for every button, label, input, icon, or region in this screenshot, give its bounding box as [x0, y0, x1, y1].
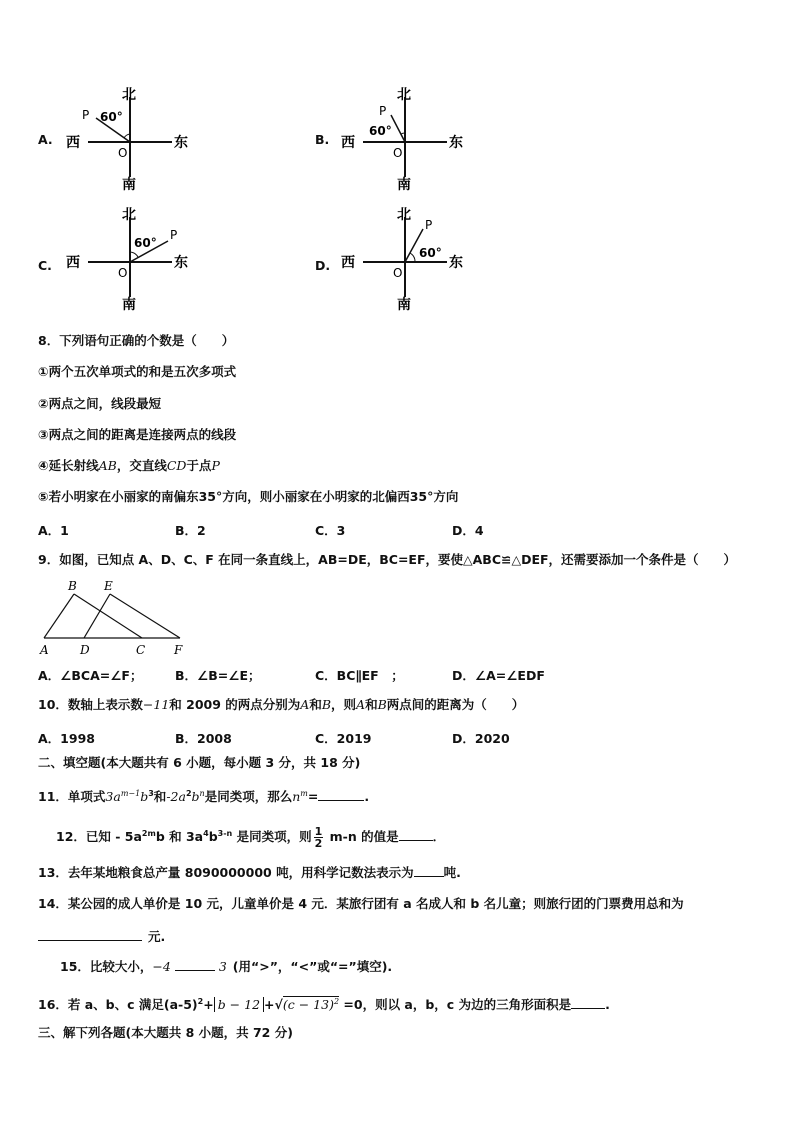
north-label: 北	[122, 87, 136, 103]
west-label: 西	[66, 135, 80, 151]
svg-text:东: 东	[174, 255, 188, 271]
q7-option-b-label: B.	[315, 132, 330, 147]
svg-text:P: P	[425, 218, 433, 232]
svg-text:60°: 60°	[134, 236, 157, 250]
svg-text:北: 北	[397, 87, 411, 103]
svg-text:西: 西	[66, 255, 80, 271]
svg-text:60°: 60°	[369, 124, 392, 138]
q9-option-a: A．∠BCA=∠F；	[38, 668, 143, 683]
q8-option-a: A．1	[38, 523, 69, 538]
q13-stem: 13．去年某地粮食总产量 8090000000 吨，用科学记数法表示为 吨.	[38, 865, 461, 880]
section-3-heading: 三、解下列各题(本大题共 8 小题，共 72 分)	[38, 1025, 293, 1040]
point-b-label: B	[68, 579, 77, 593]
absolute-value: b − 12	[214, 997, 264, 1012]
q15-answer-blank[interactable]	[175, 958, 215, 971]
square-root-symbol: √	[274, 997, 283, 1013]
q10-stem: 10．数轴上表示数−11和 2009 的两点分别为A和B，则A和B两点间的距离为（ ）	[38, 697, 525, 712]
q10-option-a: A．1998	[38, 731, 95, 746]
q8-stem: 8．下列语句正确的个数是（ ）	[38, 333, 235, 348]
q7-compass-b	[335, 85, 475, 199]
q8-option-c: C．3	[315, 523, 346, 538]
q14-answer-blank[interactable]	[38, 928, 142, 941]
east-label: 东	[174, 135, 188, 151]
q7-option-d-label: D.	[315, 258, 331, 273]
q10-option-d: D．2020	[452, 731, 510, 746]
section-2-heading: 二、填空题(本大题共有 6 小题，每小题 3 分，共 18 分)	[38, 755, 361, 770]
svg-text:南: 南	[122, 297, 136, 313]
q8-option-d: D．4	[452, 523, 484, 538]
q12-answer-blank[interactable]	[399, 828, 433, 841]
origin-label: O	[118, 146, 128, 160]
svg-text:P: P	[379, 104, 387, 118]
q9-triangle-figure	[38, 576, 198, 664]
q7-option-c-label: C.	[38, 258, 52, 273]
point-c-label: C	[136, 643, 146, 657]
q16-stem: 16．若 a、b、c 满足$(a-5)^2+ b - 12 +√(c - 13)^2 =0$，则以 a，b，c 为边的三角形面积是 .	[38, 997, 610, 1013]
one-half-fraction: $\frac{1}{2}$	[314, 825, 323, 851]
q13-answer-blank[interactable]	[414, 864, 444, 877]
q11-answer-blank[interactable]	[318, 788, 364, 801]
point-label: P	[82, 108, 90, 122]
q7-compass-c	[60, 205, 200, 319]
q14-stem-cont: 元.	[38, 928, 165, 945]
svg-text:南: 南	[397, 297, 411, 313]
q7-compass-a	[60, 85, 200, 199]
angle-label: 60°	[100, 110, 123, 124]
q15-stem: 15．比较大小，−4 3 (用“>”，“<”或“=”填空).	[60, 959, 393, 974]
svg-text:O: O	[393, 146, 403, 160]
point-f-label: F	[174, 643, 183, 657]
q10-option-c: C．2019	[315, 731, 372, 746]
svg-text:东: 东	[449, 255, 463, 271]
svg-text:西: 西	[341, 255, 355, 271]
radicand: $(c - 13)^2$	[282, 997, 340, 1013]
q8-statement-4: ④延长射线AB，交直线CD于点P	[38, 458, 220, 473]
q8-statement-2: ②两点之间，线段最短	[38, 396, 162, 411]
q9-option-d: D．∠A=∠EDF	[452, 668, 545, 683]
q16-answer-blank[interactable]	[571, 996, 605, 1009]
q7-compass-d	[335, 205, 475, 319]
q11-stem: 11．单项式$3a^{m-1}b^3$和$-2a^2b^n$是同类项，那么$n^m=$ .	[38, 789, 370, 805]
south-label: 南	[122, 177, 136, 193]
svg-text:西: 西	[341, 135, 355, 151]
svg-text:北: 北	[122, 207, 136, 223]
point-d-label: D	[80, 643, 90, 657]
q7-option-a-label: A.	[38, 132, 53, 147]
q14-stem: 14．某公园的成人单价是 10 元，儿童单价是 4 元．某旅行团有 a 名成人和 b 名儿童；则旅行团的门票费用总和为	[38, 896, 684, 911]
point-a-label: A	[40, 643, 49, 657]
svg-text:P: P	[170, 228, 178, 242]
svg-text:南: 南	[397, 177, 411, 193]
svg-text:60°: 60°	[419, 246, 442, 260]
q9-option-c: C．BC∥EF ；	[315, 668, 404, 683]
svg-text:O: O	[118, 266, 128, 280]
q8-statement-1: ①两个五次单项式的和是五次多项式	[38, 364, 237, 379]
q12-stem: 12．已知 - $5a^{2m}b$ 和 $3a^4b^{3-n}$ 是同类项，则 $\frac{1}{2}$ m-n 的值是 ．	[56, 825, 446, 851]
point-e-label: E	[104, 579, 113, 593]
q10-option-b: B．2008	[175, 731, 232, 746]
svg-text:北: 北	[397, 207, 411, 223]
q8-statement-3: ③两点之间的距离是连接两点的线段	[38, 427, 237, 442]
svg-text:东: 东	[449, 135, 463, 151]
q9-stem: 9．如图，已知点 A、D、C、F 在同一条直线上，AB=DE，BC=EF，要使△ABC≌△DEF，还需要添加一个条件是（ ）	[38, 552, 737, 567]
q9-option-b: B．∠B=∠E；	[175, 668, 261, 683]
q8-option-b: B．2	[175, 523, 206, 538]
q8-statement-5: ⑤若小明家在小丽家的南偏东35°方向，则小丽家在小明家的北偏西35°方向	[38, 489, 459, 504]
svg-text:O: O	[393, 266, 403, 280]
